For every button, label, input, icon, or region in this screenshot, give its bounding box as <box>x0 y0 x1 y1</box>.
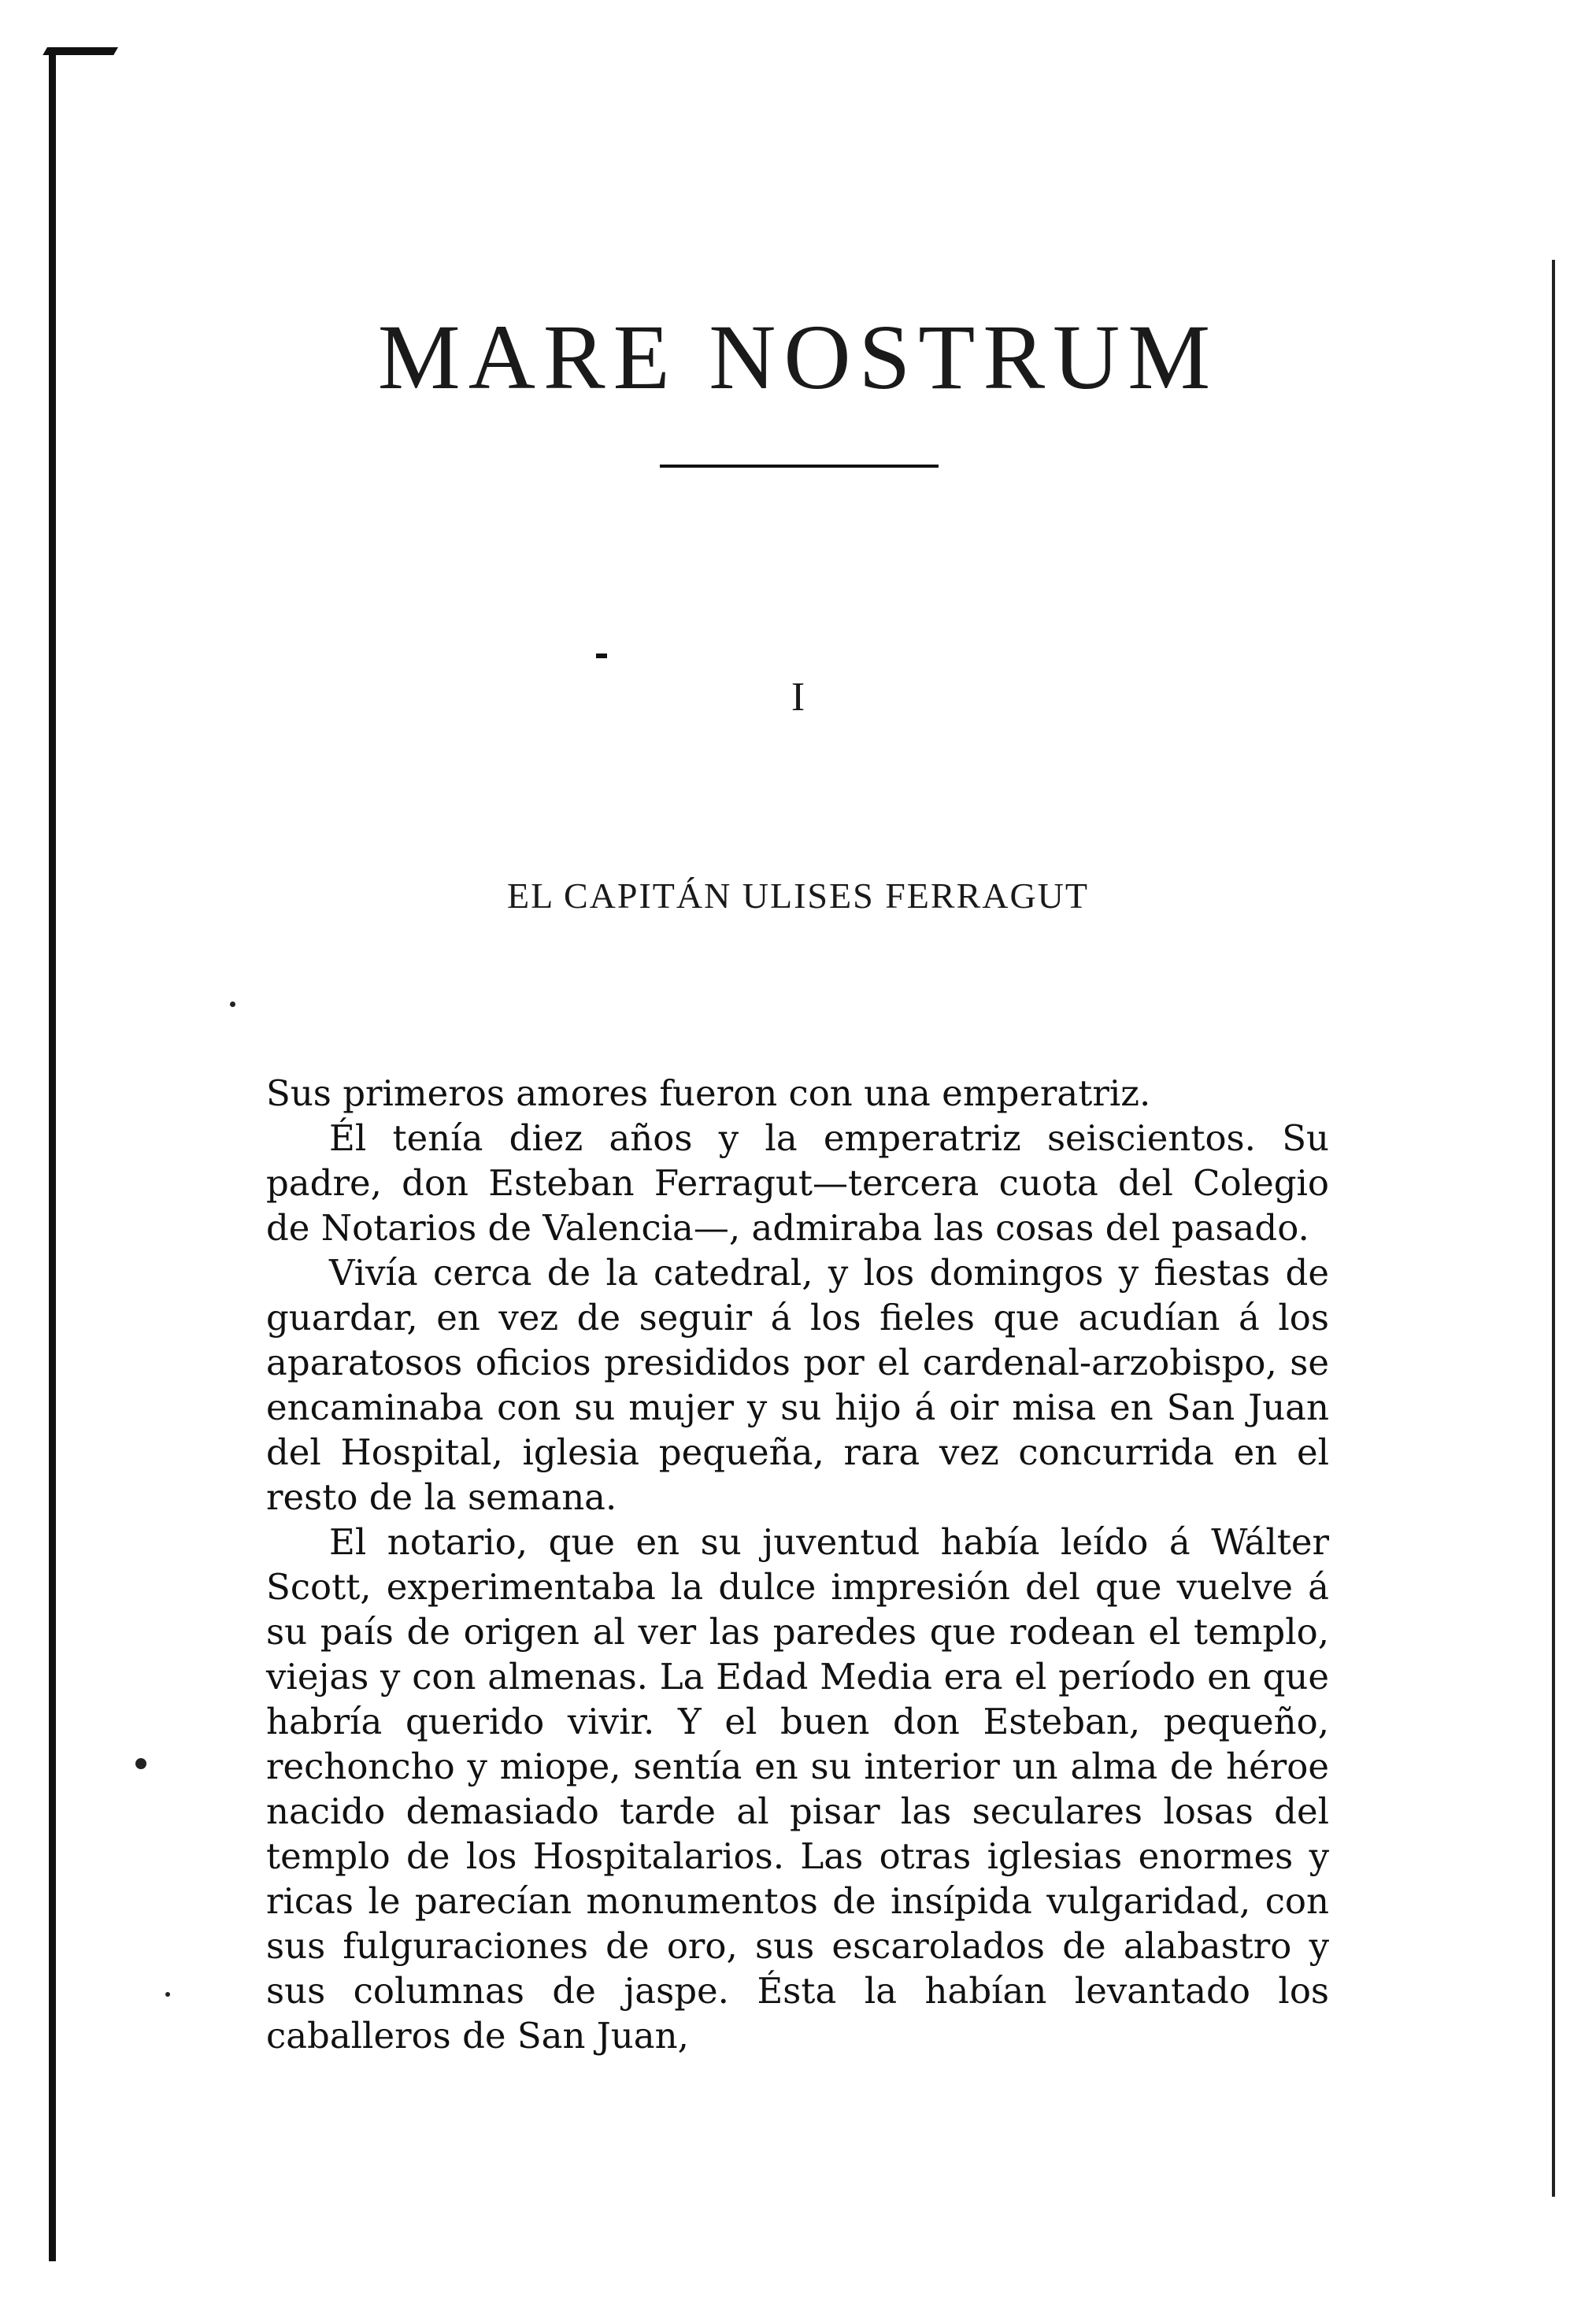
scan-speck <box>230 1002 235 1007</box>
chapter-title: EL CAPITÁN ULISES FERRAGUT <box>506 876 1090 916</box>
body-text <box>266 1071 1329 2058</box>
paragraph: Sus primeros amores fueron con una emperatriz. <box>266 1072 1151 1114</box>
scan-right-edge <box>1552 260 1555 2197</box>
scan-dash-mark <box>596 654 607 658</box>
paragraph: El notario, que en su juventud había leído á Wálter Scott, experimentaba la dulce impresión del que vuelve á su país de origen al ver las paredes que rodean el templo, viejas y con almenas. La Edad Media era el período en que habría querido vivir. Y el buen don Esteban, pequeño, rechoncho y miope, sentía en su interior un alma de héroe nacido demasiado tarde al pisar las seculares losas del templo de los Hospitalarios. Las otras iglesias enormes y ricas le parecían monumentos de insípida vulgaridad, con sus fulguraciones de oro, sus escarolados de alabastro y sus columnas de jaspe. Ésta la habían levantado los caballeros de San Juan, <box>266 1521 1329 2057</box>
scan-speck <box>135 1758 146 1769</box>
chapter-number: I <box>791 675 805 720</box>
book-title: MARE NOSTRUM <box>377 305 1219 409</box>
paragraph: Vivía cerca de la catedral, y los domingos y fiestas de guardar, en vez de seguir á los fieles que acudían á los aparatosos oficios presididos por el cardenal-arzobispo, se encaminaba con su mujer y su hijo á oir misa en San Juan del Hospital, iglesia pequeña, rara vez concurrida en el resto de la semana. <box>266 1252 1329 1518</box>
scan-speck <box>165 1992 170 1997</box>
paragraph: Él tenía diez años y la emperatriz seiscientos. Su padre, don Esteban Ferragut—tercera cuota del Colegio de Notarios de Valencia—, admiraba las cosas del pasado. <box>266 1117 1329 1249</box>
title-rule <box>660 465 939 468</box>
